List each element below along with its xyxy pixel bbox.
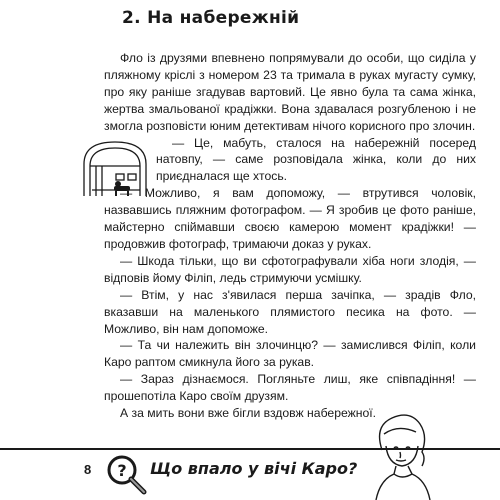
paragraph: — Можливо, я вам допоможу, — втрутився чоловік, назвавшись пляжним фотографом. — Я зробив це фото раніше, майстерно спіймавши своєю камерою момент крадіжки! — продовжив фотограф, тримаючи доказ у руках. [104,186,476,251]
paragraph: Фло із друзями впевнено попрямували до особи, що сиділа у пляжному кріслі з номером 23 та тримала в руках мугасту сумку, про яку раніше згадував вартовий. Це явно була та сама жінка, жертва змальованої крадіжки. Вона здавалася розгубленою і не змогла розповісти юним детективам нічого корисного про злочин. [104,51,476,133]
paragraph: А за мить вони вже бігли вздовж набережної. [120,406,377,421]
chapter-title: 2. На набережній [122,8,300,28]
paragraph: — Це, мабуть, сталося на набережній посеред натовпу, — саме розповідала жінка, коли до них приєдналася ще хтось. [156,135,476,184]
paragraph: — Шкода тільки, що ви сфотографували хіба ноги злодія, — відповів йому Філіп, ледь стримуючи усмішку. [104,253,476,285]
paragraph: — Зараз дізнаємося. Погляньте лиш, яке співпадіння! — прошепотіла Каро своїм друзям. [104,372,476,404]
girl-sketch [360,406,440,500]
paragraph: — Та чи належить він злочинцю? — замислився Філіп, коли Каро раптом смикнула його за рукав. [104,338,476,370]
chapter-body [104,50,476,422]
svg-text:?: ? [117,461,127,480]
paragraph: — Втім, у нас з'явилася перша зачіпка, — зрадів Фло, вказавши на маленького плямистого песика на фото. — Можливо, він нам допоможе. [104,287,476,336]
page-number: 8 [84,462,92,477]
magnifier-question-icon [104,452,148,496]
footer-question: Що впало у вічі Каро? [150,459,358,478]
